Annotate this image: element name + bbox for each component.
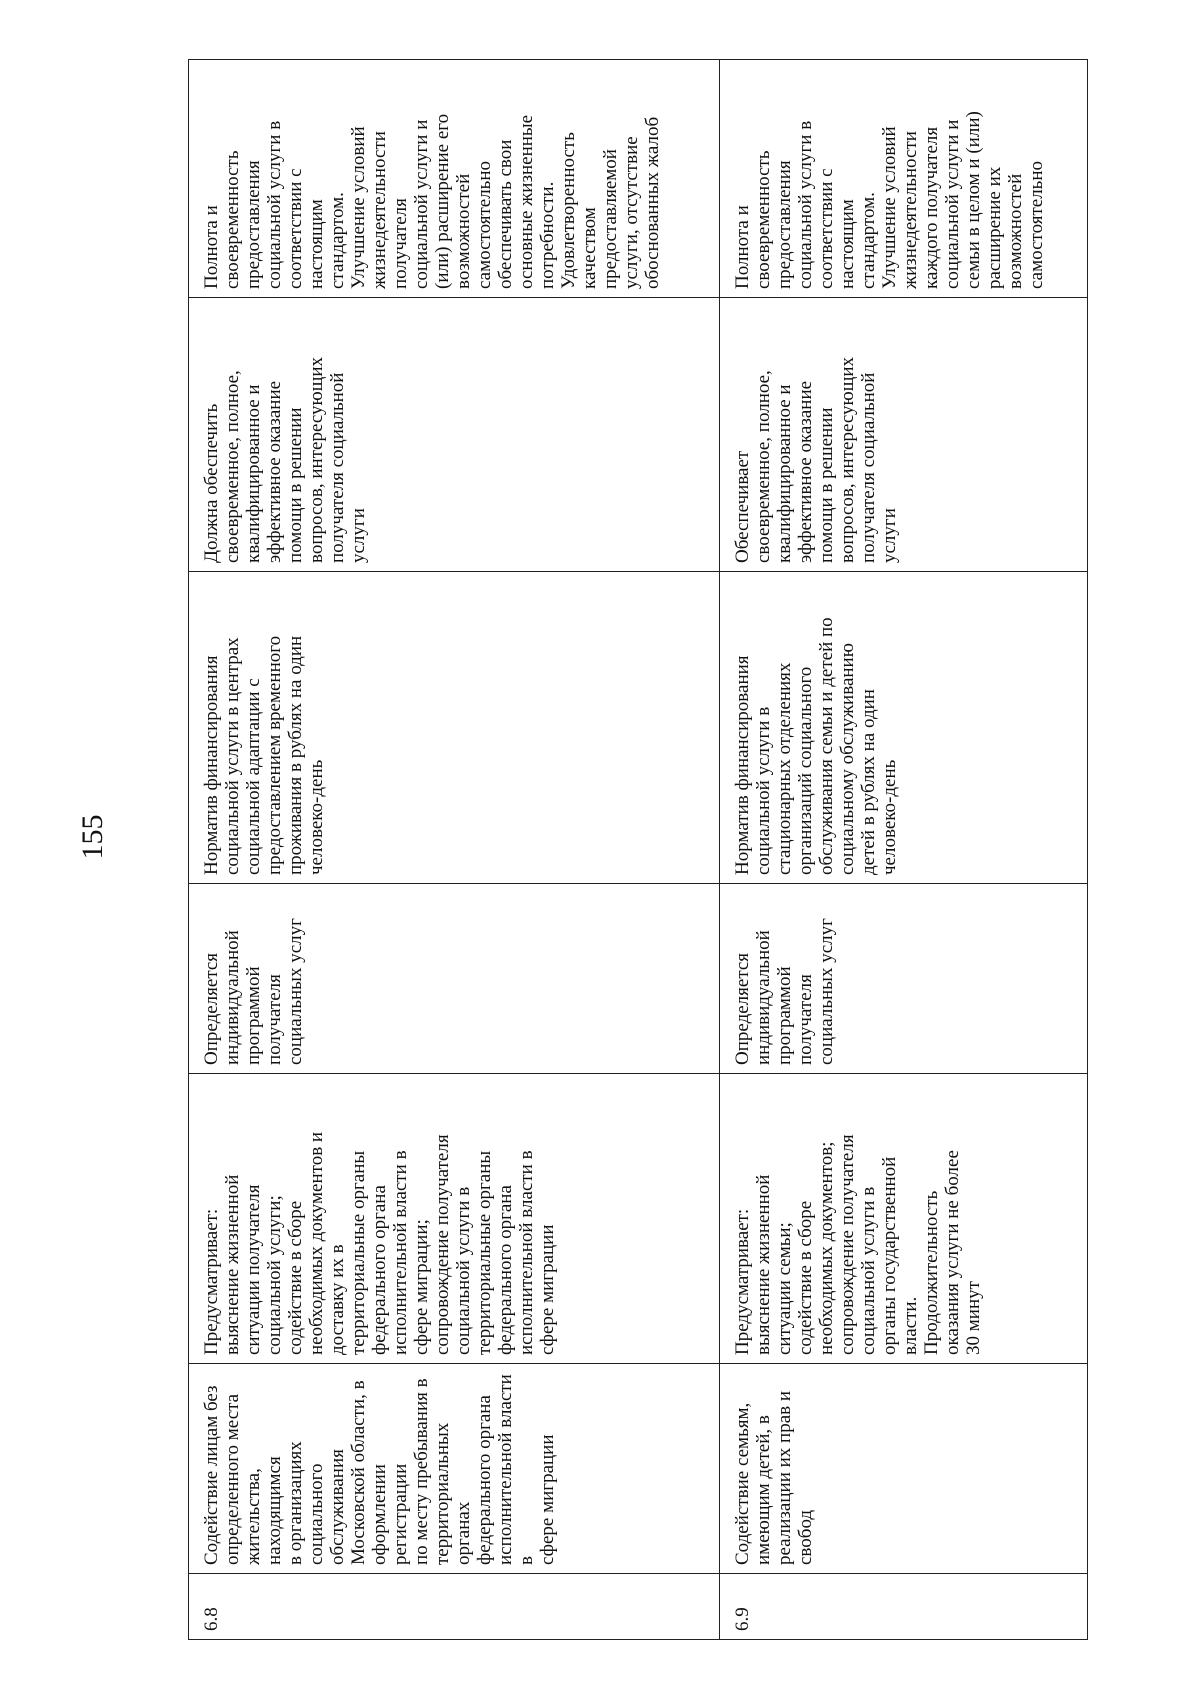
- service-conditions: Должна обеспечить своевременное, полное, квалифицированное и эффективное оказание помощи в решении вопросов, интересующих получателя социальной услуги: [189, 298, 720, 572]
- table-row: [189, 60, 720, 1640]
- quality-indicators: Полнота и своевременность предоставления социальной услуги в соответствии с настоящим стандартом. Улучшение условий жизнедеятельности каждого получателя социальной услуги и семьи в целом и (или) расширение их возможностей самостоятельно: [719, 60, 1087, 298]
- service-volume: Определяется индивидуальной программой получателя социальных услуг: [189, 884, 720, 1074]
- page-number: 155: [76, 814, 109, 860]
- service-content: Предусматривает: выяснение жизненной ситуации семьи; содействие в сборе необходимых документов; сопровождение получателя социальной услуги в органы государственной власти. Продолжительность оказания услуги не более 30 минут: [719, 1074, 1087, 1364]
- service-name: Содействие лицам без определенного места жительства, находящимся в организациях социального обслуживания Московской области, в оформлении регистрации по месту пребывания в территориальных органах федерального органа исполнительной власти в сфере миграции: [189, 1364, 720, 1574]
- service-content: Предусматривает: выяснение жизненной ситуации получателя социальной услуги; содействие в сборе необходимых документов и доставку их в территориальные органы федерального органа исполнительной власти в сфере миграции; сопровождение получателя социальной услуги в территориальные органы федерального органа исполнительной власти в сфере миграции: [189, 1074, 720, 1364]
- quality-indicators: Полнота и своевременность предоставления социальной услуги в соответствии с настоящим стандартом. Улучшение условий жизнедеятельности получателя социальной услуги и (или) расширение его возможностей самостоятельно обеспечивать свои основные жизненные потребности. Удовлетворенность качеством предоставляемой услуги, отсутствие обоснованных жалоб: [189, 60, 720, 298]
- service-name: Содействие семьям, имеющим детей, в реализации их прав и свобод: [719, 1364, 1087, 1574]
- row-number: 6.8: [189, 1574, 720, 1640]
- service-volume: Определяется индивидуальной программой получателя социальных услуг: [719, 884, 1087, 1074]
- financing-norm: Норматив финансирования социальной услуги в центрах социальной адаптации с предоставлением временного проживания в рублях на один человеко-день: [189, 572, 720, 884]
- table-row: [719, 60, 1087, 1640]
- financing-norm: Норматив финансирования социальной услуги в стационарных отделениях организаций социального обслуживания семьи и детей по социальному обслуживанию детей в рублях на один человеко-день: [719, 572, 1087, 884]
- row-number: 6.9: [719, 1574, 1087, 1640]
- service-conditions: Обеспечивает своевременное, полное, квалифицированное и эффективное оказание помощи в решении вопросов, интересующих получателя социальной услуги: [719, 298, 1087, 572]
- rotated-table-container: [188, 60, 1088, 1640]
- services-table: [188, 59, 1088, 1640]
